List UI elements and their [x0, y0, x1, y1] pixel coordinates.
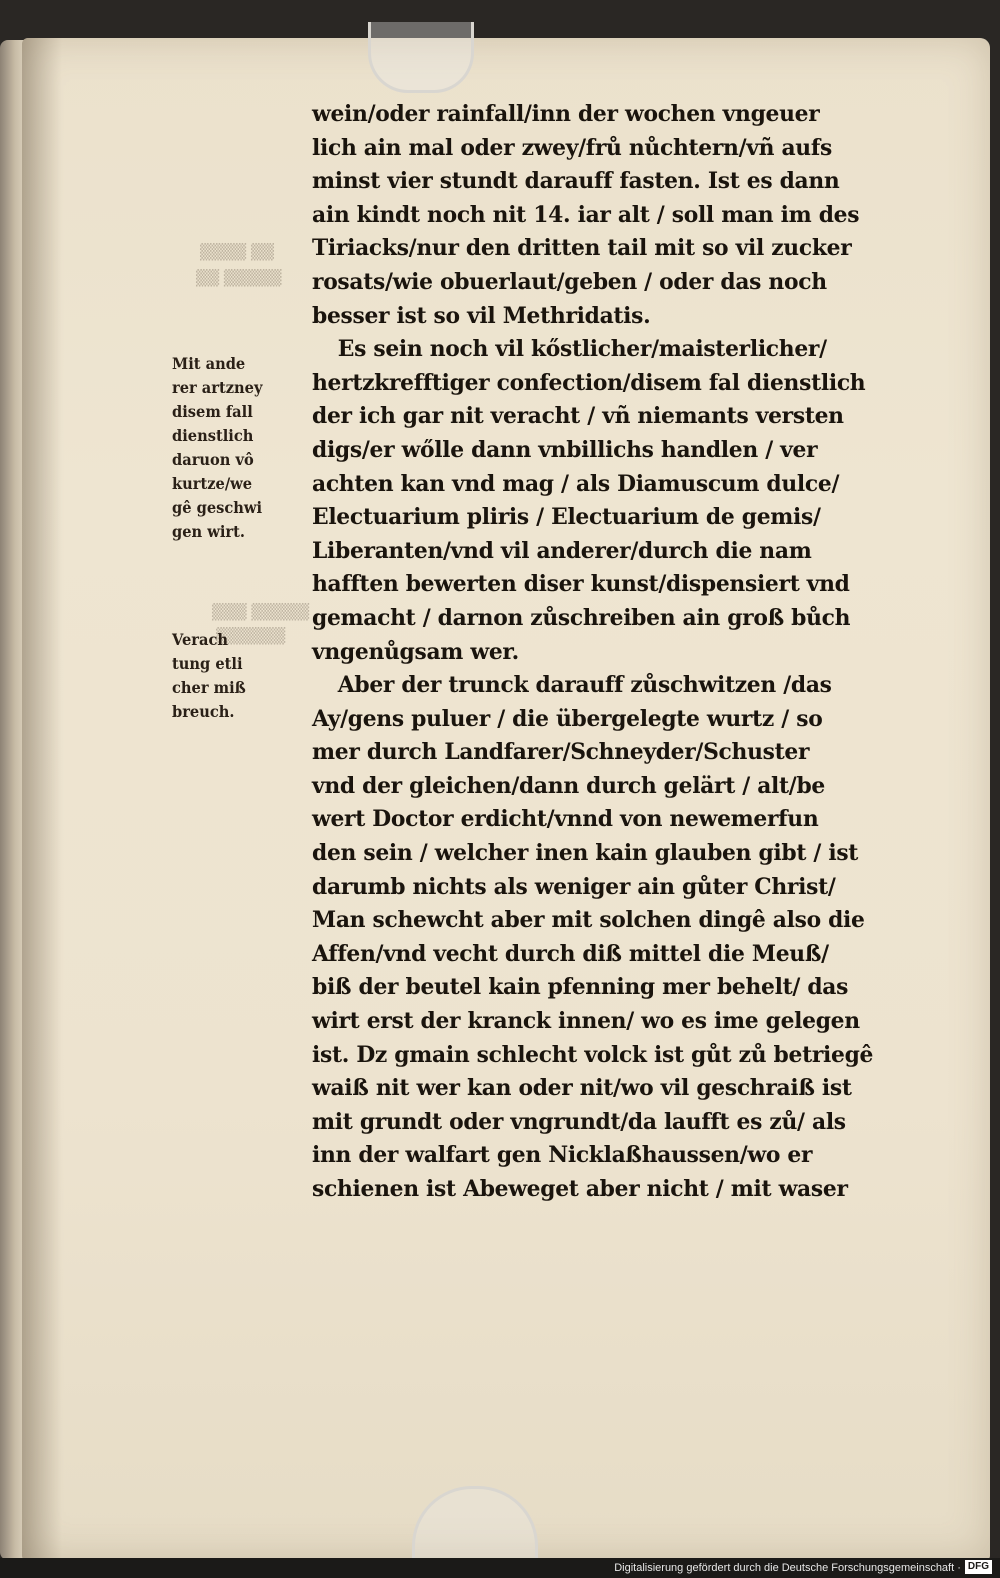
- margin-note-line: Mit ande: [172, 354, 246, 373]
- text-line: Man schewcht aber mit solchen dingê also die: [312, 907, 865, 934]
- text-line: wein/oder rainfall/inn der wochen vngeuer: [312, 101, 820, 127]
- text-line: inn der walfart gen Nicklaßhaussen/wo er: [312, 1142, 813, 1169]
- text-line: Tiriacks/nur den dritten tail mit so vil zucker: [312, 235, 852, 262]
- text-line: Aber der trunck darauff zůschwitzen /das: [337, 672, 832, 699]
- margin-note-line: daruon vô: [172, 450, 254, 469]
- text-line: rosats/wie obuerlaut/geben / oder das noch: [312, 268, 827, 295]
- text-line: ist. Dz gmain schlecht volck ist gůt zů betriegê: [312, 1041, 874, 1068]
- text-line: besser ist so vil Methridatis.: [312, 302, 651, 329]
- text-line: hertzkrefftiger confection/disem fal dienstlich: [312, 369, 866, 396]
- margin-note: [172, 352, 312, 544]
- text-line: hafften bewerten diser kunst/dispensiert vnd: [312, 571, 850, 598]
- margin-note-line: dienstlich: [172, 426, 254, 445]
- text-line: ain kindt noch nit 14. iar alt / soll man im des: [312, 201, 860, 228]
- text-line: minst vier stundt darauff fasten. Ist es dann: [312, 168, 840, 195]
- text-line: Es sein noch vil kőstlicher/maisterlicher/: [337, 336, 827, 363]
- margin-note-line: gen wirt.: [172, 522, 245, 541]
- margin-note-line: rer artzney: [172, 378, 263, 397]
- margin-note-line: breuch.: [172, 702, 235, 721]
- text-line: wirt erst der kranck innen/ wo es ime gelegen: [312, 1008, 860, 1035]
- text-line: schienen ist Abeweget aber nicht / mit waser: [312, 1176, 848, 1202]
- main-text-block: [312, 98, 948, 1207]
- text-line: vnd der gleichen/dann durch gelärt / alt/be: [312, 772, 826, 799]
- text-line: Affen/vnd vecht durch diß mittel die Meuß/: [312, 940, 829, 967]
- text-line: lich ain mal oder zwey/frů nůchtern/vñ aufs: [312, 134, 832, 161]
- text-line: mit grundt oder vngrundt/da laufft es zů/ als: [312, 1108, 846, 1135]
- text-line: den sein / welcher inen kain glauben gibt / ist: [312, 840, 859, 867]
- footer-credit-text: Digitalisierung gefördert durch die Deutsche Forschungsgemeinschaft ·: [614, 1562, 961, 1574]
- margin-note: [172, 628, 312, 724]
- text-line: wert Doctor erdicht/vnnd von newemerfun: [312, 806, 819, 833]
- text-line: Liberanten/vnd vil anderer/durch die nam: [312, 537, 812, 564]
- text-line: gemacht / darnon zůschreiben ain groß bůch: [312, 604, 851, 631]
- text-line: mer durch Landfarer/Schneyder/Schuster: [312, 739, 810, 766]
- show-through-mark: ▒▒▒▒▒ ▒▒▒: [212, 603, 310, 621]
- margin-notes: [172, 352, 312, 738]
- text-line: Ay/gens puluer / die übergelegte wurtz / so: [312, 705, 823, 732]
- show-through-mark: ▒▒ ▒▒▒▒: [200, 243, 274, 261]
- margin-note-line: disem fall: [172, 402, 253, 421]
- dfg-logo: DFG: [965, 1560, 992, 1574]
- top-page-clip: [368, 22, 474, 93]
- text-line: biß der beutel kain pfenning mer behelt/ das: [312, 974, 849, 1001]
- text-line: vngenůgsam wer.: [312, 638, 519, 665]
- margin-note-line: tung etli: [172, 654, 243, 673]
- margin-note-line: cher miß: [172, 678, 246, 697]
- text-line: achten kan vnd mag / als Diamuscum dulce/: [312, 470, 840, 497]
- text-line: der ich gar nit veracht / vñ niemants versten: [312, 403, 844, 430]
- text-line: Electuarium pliris / Electuarium de gemis/: [312, 504, 821, 531]
- show-through-mark: ▒▒▒▒▒ ▒▒: [196, 269, 282, 287]
- text-line: waiß nit wer kan oder nit/wo vil geschraiß ist: [312, 1075, 852, 1102]
- digitization-footer: [0, 1558, 1000, 1578]
- margin-note-line: kurtze/we: [172, 474, 253, 493]
- text-line: darumb nichts als weniger ain gůter Christ/: [312, 873, 836, 900]
- gutter-shadow: [22, 38, 62, 1560]
- margin-note-line: gê geschwi: [172, 498, 263, 517]
- margin-note-line: Verach: [172, 630, 229, 649]
- text-line: digs/er wőlle dann vnbillichs handlen / ver: [312, 436, 818, 463]
- show-through-mark: ▒▒▒▒▒▒: [216, 627, 286, 645]
